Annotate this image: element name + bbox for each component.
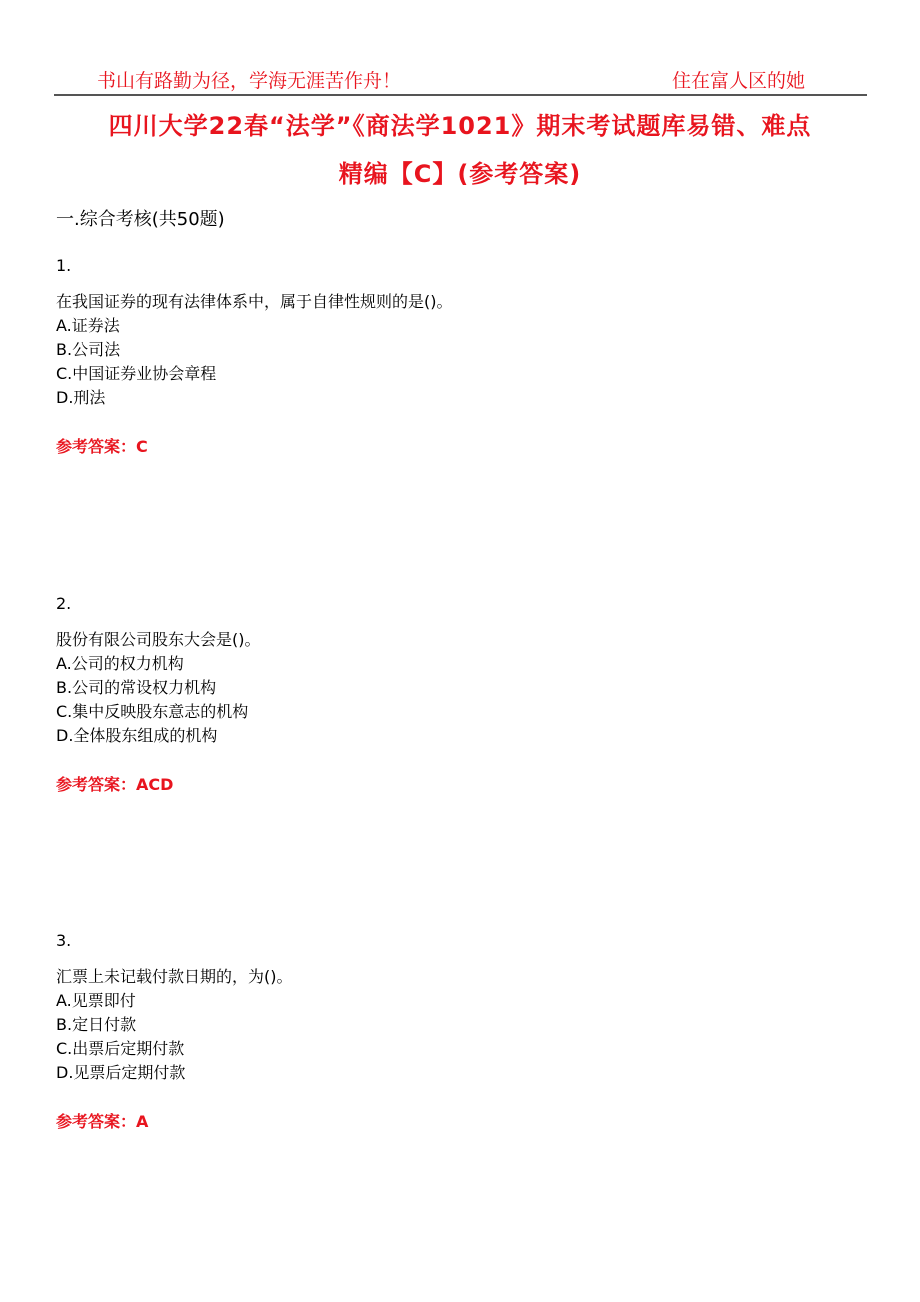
option-c: C.出票后定期付款 (56, 1039, 185, 1058)
option-d: D.刑法 (56, 388, 106, 407)
question-number: 1. (56, 256, 72, 275)
option-d: D.见票后定期付款 (56, 1063, 186, 1082)
section-heading: 一.综合考核(共50题) (56, 209, 225, 230)
question-number: 2. (56, 594, 72, 613)
answer: 参考答案：C (56, 437, 148, 456)
option-d: D.全体股东组成的机构 (56, 726, 218, 745)
option-b: B.定日付款 (56, 1015, 137, 1034)
answer: 参考答案：ACD (56, 775, 174, 794)
header-divider (54, 94, 867, 96)
option-a: A.见票即付 (56, 991, 136, 1010)
header-motto: 书山有路勤为径，学海无涯苦作舟！ (97, 70, 402, 92)
answer: 参考答案：A (56, 1112, 149, 1131)
question-stem: 股份有限公司股东大会是()。 (56, 630, 261, 649)
option-a: A.证券法 (56, 316, 120, 335)
option-b: B.公司法 (56, 340, 121, 359)
question-stem: 在我国证券的现有法律体系中，属于自律性规则的是()。 (56, 292, 453, 311)
document-title-line2: 精编【C】(参考答案) (338, 160, 582, 188)
header-author: 住在富人区的她 (672, 70, 806, 92)
question-number: 3. (56, 931, 72, 950)
option-c: C.集中反映股东意志的机构 (56, 702, 249, 721)
option-c: C.中国证券业协会章程 (56, 364, 217, 383)
document-title-line1: 四川大学22春“法学”《商法学1021》期末考试题库易错、难点 (108, 112, 812, 140)
option-b: B.公司的常设权力机构 (56, 678, 217, 697)
option-a: A.公司的权力机构 (56, 654, 184, 673)
question-stem: 汇票上未记载付款日期的，为()。 (56, 967, 293, 986)
